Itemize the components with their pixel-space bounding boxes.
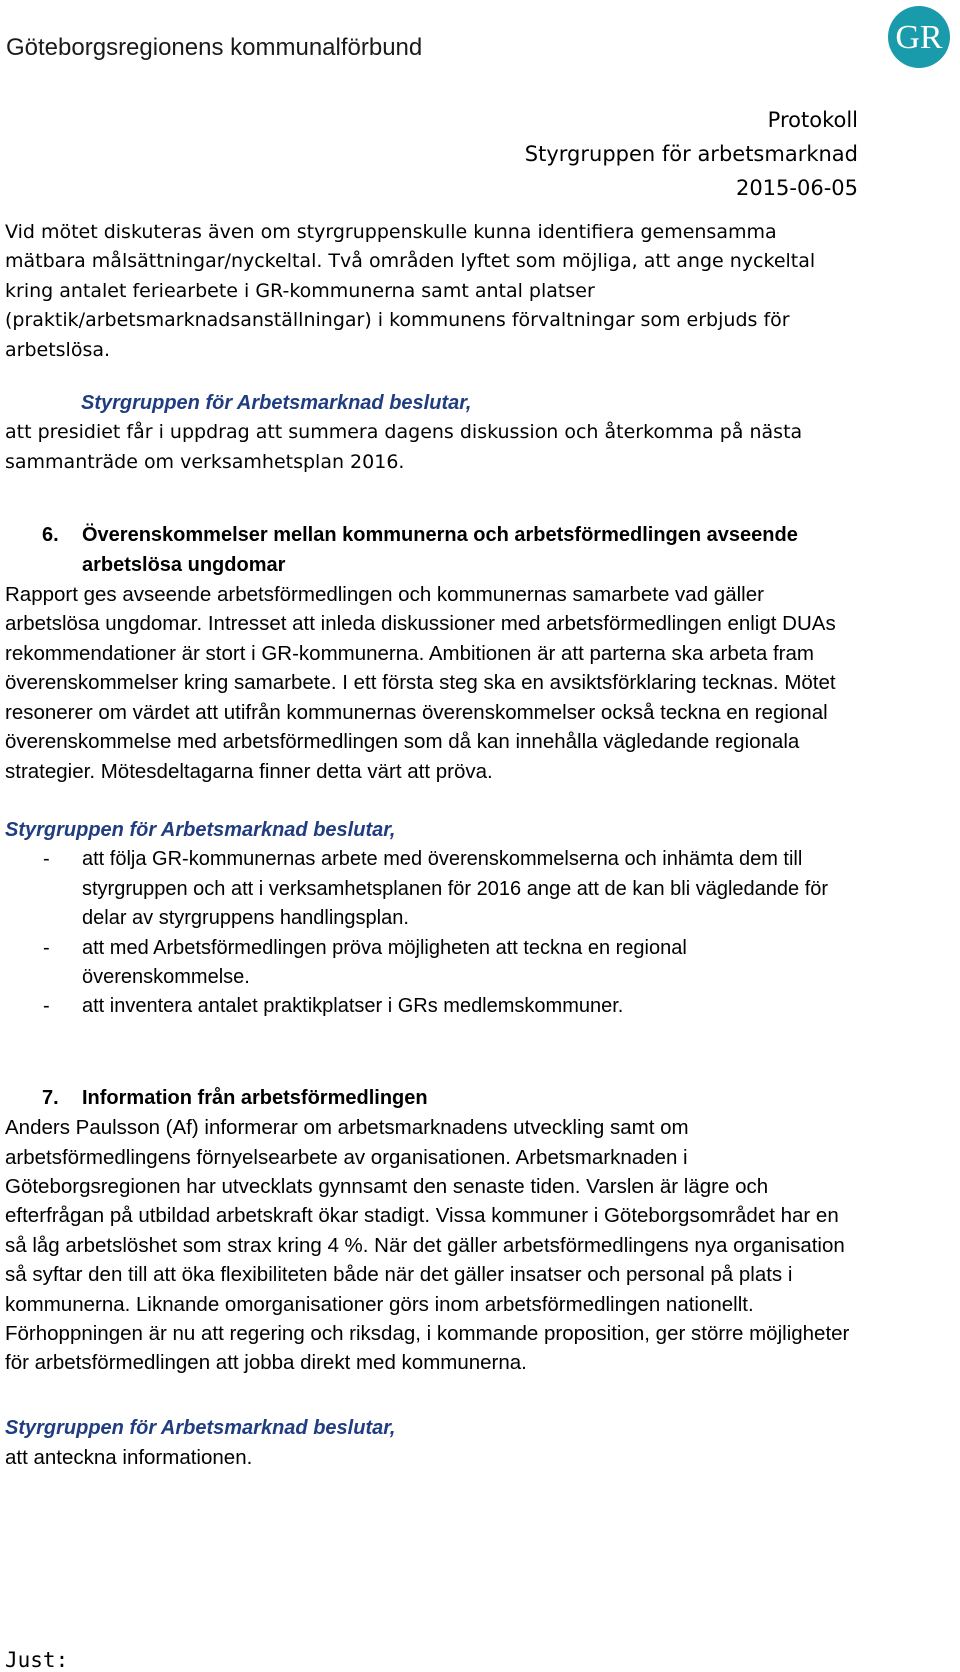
spacer: [5, 786, 860, 816]
decision-bullet-text: att inventera antalet praktikplatser i GRs medlemskommuner.: [82, 995, 624, 1018]
section-7-decision-heading: Styrgruppen för Arbetsmarknad beslutar,: [5, 1416, 396, 1439]
protocol-body: [5, 218, 860, 1473]
justification-label: Just:: [5, 1648, 69, 1672]
gr-logo-text: GR: [895, 19, 943, 56]
decision-text: att presidiet får i uppdrag att summera dagens diskussion och återkomma på nästa sammanträde om verksamhetsplan 2016.: [5, 421, 803, 473]
section-6-number: 6.: [42, 524, 59, 547]
meeting-date: 2015-06-05: [735, 176, 858, 200]
section-7-decision-text: att anteckna informationen.: [5, 1446, 253, 1470]
decision-bullet: [5, 934, 860, 993]
section-6-decision-list: [5, 845, 860, 1021]
bullet-dash: -: [43, 995, 50, 1018]
decision-bullet-text: att följa GR-kommunernas arbete med överenskommelserna och inhämta dem till styrgruppen och att i verksamhetsplanen för 2016 ange att de kan bli vägledande för delar av styrgruppens handlingsplan.: [82, 848, 829, 930]
section-6-decision-heading: Styrgruppen för Arbetsmarknad beslutar,: [5, 818, 396, 841]
intro-paragraph: Vid mötet diskuteras även om styrgruppenskulle kunna identifiera gemensamma mätbara målsättningar/nyckeltal. Två områden lyftet som möjliga, att ange nyckeltal kring antalet feriearbete i GR-kommunerna samt antal platser (praktik/arbetsmarknadsanställningar) i kommunens förvaltningar som erbjuds för arbetslösa.: [5, 221, 816, 361]
section-7-title: Information från arbetsförmedlingen: [82, 1086, 428, 1109]
decision-bullet: [5, 845, 860, 933]
section-6-text: Rapport ges avseende arbetsförmedlingen och kommunernas samarbete vad gäller arbetslösa ungdomar. Intresset att inleda diskussioner med arbetsförmedlingen enligt DUAs rekommendationer är stort i GR-kommunerna. Ambitionen är att parterna ska arbeta fram överenskommelser kring samarbete. I ett första steg ska en avsiktsförklaring tecknas. Mötet resonerer om värdet att utifrån kommunernas överenskommelser också teckna en regional överenskommelse med arbetsförmedlingen som då kan innehålla vägledande regionala strategier. Mötesdeltagarna finner detta värt att pröva.: [5, 583, 836, 783]
spacer: [5, 1378, 860, 1414]
bullet-dash: -: [43, 848, 50, 871]
document-meta: [525, 103, 858, 205]
organization-name: Göteborgsregionens kommunalförbund: [6, 34, 423, 61]
decision-heading: Styrgruppen för Arbetsmarknad beslutar,: [81, 392, 472, 415]
document-type: Protokoll: [767, 108, 858, 132]
section-7-heading: [5, 1084, 860, 1113]
section-7-text: Anders Paulsson (Af) informerar om arbetsmarknadens utveckling samt om arbetsförmedlingens förnyelsearbete av organisationen. Arbetsmarknaden i Göteborgsregionen har utvecklats gynnsamt den senaste tiden. Varslen är lägre och efterfrågan på utbildad arbetskraft ökar stadigt. Vissa kommuner i Göteborgsområdet har en så låg arbetslöshet som strax kring 4 %. När det gäller arbetsförmedlingens nya organisation så syftar den till att öka flexibiliteten både när det gäller insatser och personal på plats i kommunerna. Liknande omorganisationer görs inom arbetsförmedlingen nationellt. Förhoppningen är nu att regering och riksdag, i kommande proposition, ger större möjligheter för arbetsförmedlingen att jobba direkt med kommunerna.: [5, 1116, 850, 1375]
gr-logo: [884, 2, 954, 72]
committee-name: Styrgruppen för arbetsmarknad: [524, 142, 858, 166]
decision-bullet: [5, 992, 860, 1021]
section-7-number: 7.: [42, 1086, 59, 1109]
spacer: [5, 365, 860, 389]
section-6-title: Överenskommelser mellan kommunerna och arbetsförmedlingen avseende arbetslösa ungdomar: [82, 524, 798, 576]
spacer: [5, 1022, 860, 1084]
decision-bullet-text: att med Arbetsförmedlingen pröva möjligheten att teckna en regional överenskommelse.: [82, 936, 687, 988]
spacer: [5, 477, 860, 521]
section-6-heading: [5, 521, 860, 580]
bullet-dash: -: [43, 936, 50, 959]
